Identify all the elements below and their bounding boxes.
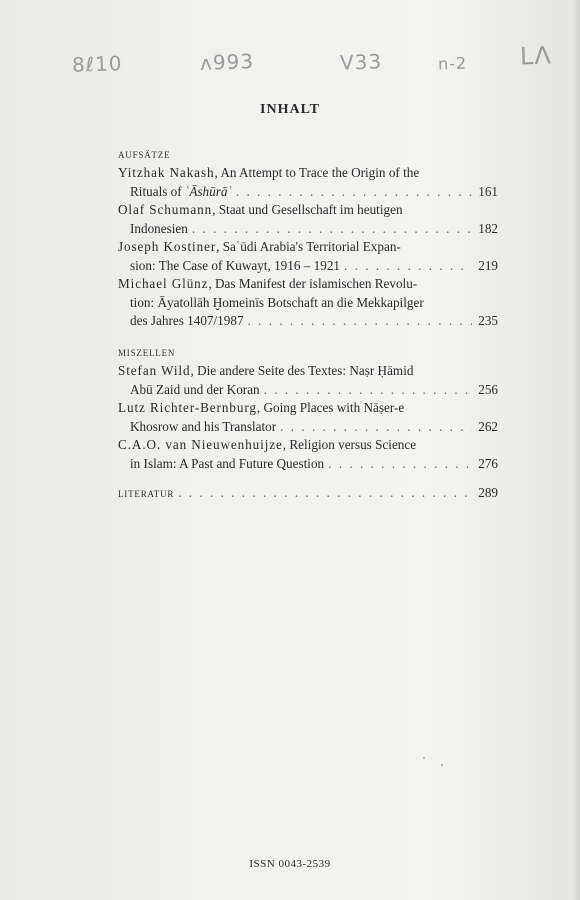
entry-title-cont: Abū Zaid und der Koran: [130, 381, 260, 397]
entry-page: 276: [478, 455, 498, 471]
toc-entry: [118, 238, 498, 275]
handwritten-note: 8ℓ10: [71, 51, 123, 77]
paper-speck: [423, 757, 425, 759]
entry-title-cont: Indonesien: [130, 220, 188, 236]
paper-speck: [441, 764, 443, 766]
entry-title-cont: Rituals of ʿĀshūrāʾ: [130, 183, 232, 199]
section-heading-literatur: LITERATUR: [118, 489, 175, 499]
section-heading-miszellen: MISZELLEN: [118, 348, 176, 358]
toc-entry: [118, 164, 498, 201]
entry-author: Lutz Richter-Bernburg: [118, 400, 257, 415]
entry-author: C.A.O. van Nieuwenhuijze: [118, 437, 283, 452]
entry-page: 235: [478, 313, 498, 328]
entry-author: Olaf Schumann: [118, 202, 213, 217]
leader-dots: [328, 455, 472, 474]
entry-page: 289: [478, 485, 498, 500]
handwritten-note: ʌ993: [199, 49, 255, 75]
toc-entry: [118, 275, 498, 331]
entry-page: 256: [478, 381, 498, 397]
entry-title: , Religion versus Science: [282, 437, 417, 452]
leader-dots: [178, 484, 472, 503]
entry-page: 262: [478, 418, 498, 434]
entry-page: 161: [478, 183, 498, 199]
entry-title-cont: tion: Āyatollāh Ḫomeinīs Botschaft an die Mekkapilger: [130, 294, 424, 310]
handwritten-note: LΛ: [519, 41, 553, 71]
leader-dots: [280, 418, 472, 437]
toc-entry: [118, 399, 498, 436]
entry-author: Joseph Kostiner: [118, 239, 217, 254]
entry-title-cont: des Jahres 1407/1987: [130, 313, 244, 328]
leader-dots: [236, 183, 472, 202]
toc-entry-literatur: [118, 484, 498, 504]
leader-dots: [248, 312, 472, 331]
entry-title: , Das Manifest der islamischen Revolu-: [208, 276, 418, 291]
entry-author: Yitzhak Nakash: [118, 165, 215, 180]
toc-entry: [118, 201, 498, 238]
issn-number: ISSN 0043-2539: [249, 858, 331, 870]
entry-title-cont: sion: The Case of Kuwayt, 1916 – 1921: [130, 257, 341, 273]
leader-dots: [344, 257, 472, 276]
page-edge-shadow: [572, 0, 580, 900]
entry-title: , Saʿūdi Arabia's Territorial Expan-: [216, 239, 401, 254]
leader-dots: [264, 381, 472, 400]
entry-title-cont: Khosrow and his Translator: [130, 418, 277, 434]
entry-title: , An Attempt to Trace the Origin of the: [214, 165, 420, 180]
entry-author: Stefan Wild: [118, 363, 191, 378]
entry-title: , Staat und Gesellschaft im heutigen: [212, 202, 403, 217]
leader-dots: [192, 220, 472, 239]
handwritten-note: n-2: [437, 53, 468, 74]
handwritten-note: V33: [339, 49, 383, 75]
section-heading-aufsaetze: AUFSÄTZE: [118, 150, 171, 160]
toc-entry: [118, 436, 498, 473]
toc-entry: [118, 362, 498, 399]
entry-page: 182: [478, 220, 498, 236]
entry-title: , Die andere Seite des Textes: Naṣr Ḥāmid: [190, 363, 414, 378]
entry-title-cont: in Islam: A Past and Future Question: [130, 455, 325, 471]
entry-page: 219: [478, 257, 498, 273]
entry-title: , Going Places with Nāṣer-e: [256, 400, 405, 415]
page-title: INHALT: [260, 102, 320, 117]
entry-author: Michael Glünz: [118, 276, 209, 291]
